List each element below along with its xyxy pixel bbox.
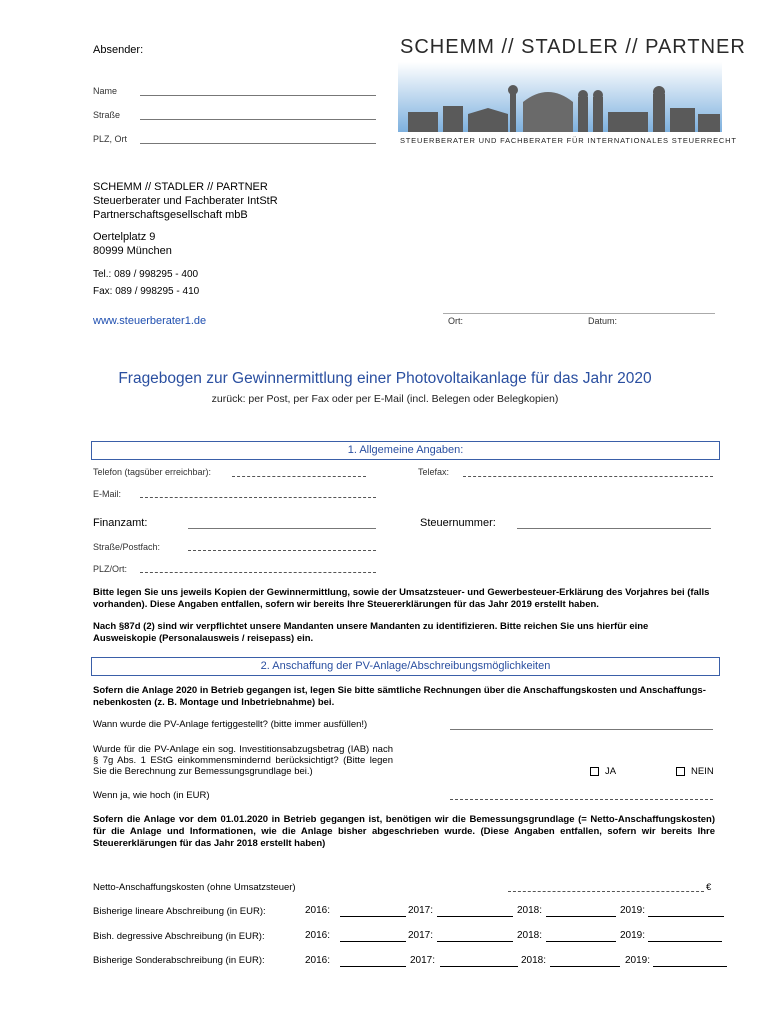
recipient-street: Oertelplatz 9 [93, 231, 156, 243]
recipient-tel: Tel.: 089 / 998295 - 400 [93, 269, 199, 280]
section1-heading: 1. Allgemeine Angaben: [91, 441, 720, 460]
finanzamt-field[interactable] [188, 528, 376, 529]
steuernummer-field[interactable] [517, 528, 711, 529]
value-field[interactable] [550, 966, 620, 967]
year-2018: 2018: [517, 930, 543, 941]
value-field[interactable] [648, 916, 724, 917]
ja-checkbox[interactable] [590, 766, 616, 777]
logo-subtitle: STEUERBERATER UND FACHBERATER FÜR INTERNATIONALES STEUERRECHT [400, 136, 737, 145]
telefon-field[interactable] [232, 476, 366, 477]
page-title: Fragebogen zur Gewinnermittlung einer Photovoltaikanlage für das Jahr 2020 [118, 370, 652, 387]
value-field[interactable] [437, 916, 513, 917]
recipient-fax: Fax: 089 / 998295 - 410 [93, 286, 200, 297]
email-label: E-Mail: [93, 489, 122, 499]
email-field[interactable] [140, 497, 376, 498]
recipient-address [93, 180, 278, 299]
absender-label: Absender: [93, 44, 144, 56]
page-subtitle: zurück: per Post, per Fax oder per E-Mail (incl. Belegen oder Belegkopien) [211, 393, 559, 405]
strasse-postfach-label: Straße/Postfach: [93, 542, 161, 552]
year-2019: 2019: [620, 930, 646, 941]
section2-paragraph1: Sofern die Anlage 2020 in Betrieb gegangen ist, legen Sie bitte sämtliche Rechnungen über die Anschaffungskosten und Anschaffungs- nebenkosten (z. B. Montage und Inbetriebnahme) bei. [93, 685, 706, 708]
year-2016: 2016: [305, 905, 331, 916]
telefax-field[interactable] [463, 476, 713, 477]
year-2017: 2017: [410, 955, 436, 966]
value-field[interactable] [648, 941, 722, 942]
skyline-logo-image [398, 62, 722, 132]
logo-title: SCHEMM // STADLER // PARTNER [400, 36, 746, 58]
finanzamt-label: Finanzamt: [93, 517, 148, 529]
value-field[interactable] [340, 941, 406, 942]
checkbox-icon [590, 767, 599, 776]
row-label-linear: Bisherige lineare Abschreibung (in EUR): [93, 906, 266, 917]
year-2017: 2017: [408, 930, 434, 941]
year-2016: 2016: [305, 955, 331, 966]
netto-field[interactable] [508, 891, 704, 892]
value-field[interactable] [437, 941, 513, 942]
wie-hoch-question: Wenn ja, wie hoch (in EUR) [93, 790, 210, 801]
year-2018: 2018: [517, 905, 543, 916]
telefax-label: Telefax: [418, 467, 450, 477]
plz-label: PLZ, Ort [93, 134, 128, 144]
value-field[interactable] [546, 941, 616, 942]
strasse-field[interactable] [140, 119, 376, 120]
plz-ort-label: PLZ/Ort: [93, 564, 128, 574]
fertiggestellt-field[interactable] [450, 729, 713, 730]
recipient-line2: Steuerberater und Fachberater IntStR [93, 195, 278, 207]
name-label: Name [93, 86, 118, 96]
name-field[interactable] [140, 95, 376, 96]
year-2016: 2016: [305, 930, 331, 941]
year-2017: 2017: [408, 905, 434, 916]
datum-label: Datum: [588, 316, 618, 326]
value-field[interactable] [546, 916, 616, 917]
section2-paragraph2: Sofern die Anlage vor dem 01.01.2020 in Betrieb gegangen ist, benötigen wir die Bemessungsgrundlage (= Netto-Anschaffungskosten) für die Anlage und Informationen, wie die Anlage bisher abgeschrieben wurde. (Diese Angaben entfallen, sofern wir bereits Ihre Steuererklärungen für das Jahr 2018 erstellt haben) [93, 814, 715, 849]
row-label-sonder: Bisherige Sonderabschreibung (in EUR): [93, 955, 265, 966]
plz-field[interactable] [140, 143, 376, 144]
year-2019: 2019: [620, 905, 646, 916]
netto-label: Netto-Anschaffungskosten (ohne Umsatzsteuer) [93, 882, 296, 893]
wie-hoch-field[interactable] [450, 799, 713, 800]
value-field[interactable] [340, 916, 406, 917]
year-2018: 2018: [521, 955, 547, 966]
telefon-label: Telefon (tagsüber erreichbar): [93, 467, 212, 477]
section1-paragraph2: Nach §87d (2) sind wir verpflichtet unsere Mandanten unsere Mandanten zu identifizieren. Bitte reichen Sie uns hierfür eine Ausweiskopie (Personalausweis / reisepass) ein. [93, 621, 649, 644]
recipient-line3: Partnerschaftsgesellschaft mbB [93, 209, 248, 221]
section1-paragraph1: Bitte legen Sie uns jeweils Kopien der Gewinnermittlung, sowie der Umsatzsteuer- und Gewerbesteuer-Erklärung des Vorjahres bei (falls vorhanden). Diese Angaben entfallen, sofern wir bereits Ihre Steuererklärungen für das Jahr 2019 erstellt haben. [93, 587, 710, 610]
steuernummer-label: Steuernummer: [420, 517, 496, 529]
strasse-postfach-field[interactable] [188, 550, 376, 551]
row-label-degressiv: Bish. degressive Abschreibung (in EUR): [93, 931, 265, 942]
recipient-line1: SCHEMM // STADLER // PARTNER [93, 181, 268, 193]
ort-datum-line[interactable] [443, 313, 715, 314]
checkbox-icon [676, 767, 685, 776]
iab-question: Wurde für die PV-Anlage ein sog. Investitionsabzugsbetrag (IAB) nach § 7g Abs. 1 EStG einkommensmindernd berücksichtigt? (Bitte legen Sie die Berechnung zur Bemessungsgrundlage bei.) [93, 744, 393, 777]
plz-ort-field[interactable] [140, 572, 376, 573]
strasse-label: Straße [93, 110, 121, 120]
nein-checkbox[interactable] [676, 766, 714, 777]
ort-label: Ort: [448, 316, 463, 326]
nein-label: NEIN [691, 766, 714, 777]
section2-heading: 2. Anschaffung der PV-Anlage/Abschreibungsmöglichkeiten [91, 657, 720, 676]
value-field[interactable] [440, 966, 518, 967]
year-2019: 2019: [625, 955, 651, 966]
recipient-city: 80999 München [93, 245, 172, 257]
fertiggestellt-question: Wann wurde die PV-Anlage fertiggestellt? (bitte immer ausfüllen!) [93, 719, 368, 730]
value-field[interactable] [340, 966, 406, 967]
euro-sign: € [706, 882, 712, 893]
ja-label: JA [605, 766, 617, 777]
value-field[interactable] [653, 966, 727, 967]
website-link[interactable]: www.steuerberater1.de [93, 315, 207, 327]
